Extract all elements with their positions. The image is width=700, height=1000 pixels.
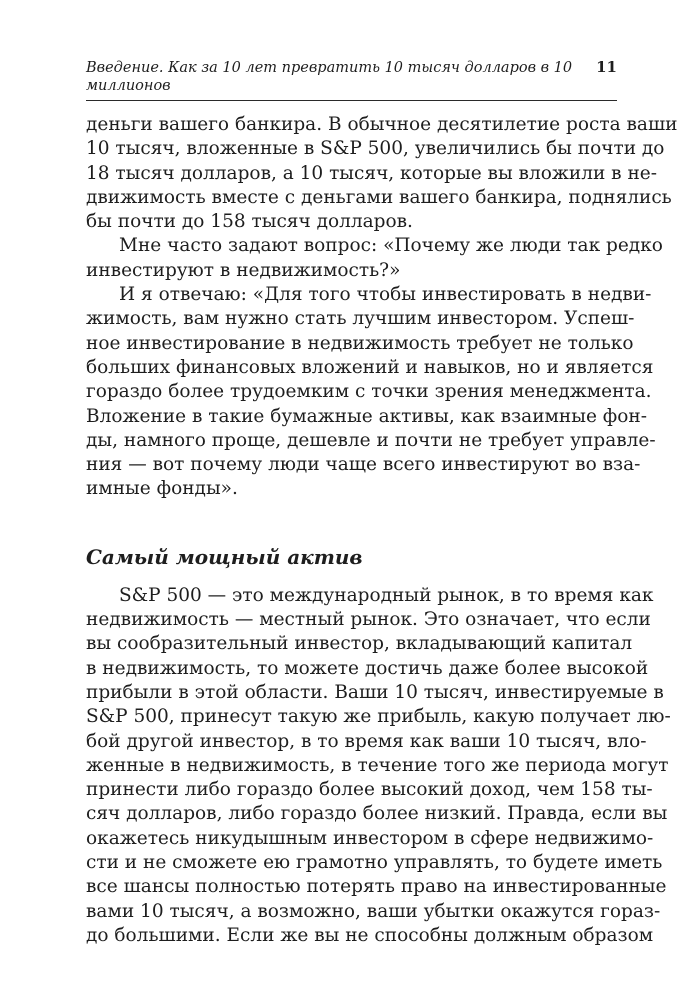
text-line: 10 тысяч, вложенные в S&P 500, увеличились бы почти до bbox=[86, 138, 665, 160]
page-number: 11 bbox=[596, 58, 617, 76]
text-line: сяч долларов, либо гораздо более низкий. Правда, если вы bbox=[86, 803, 668, 825]
text-line: инвестируют в недвижимость?» bbox=[86, 259, 401, 281]
text-line: Мне часто задают вопрос: «Почему же люди так редко bbox=[119, 235, 663, 257]
running-head bbox=[86, 58, 617, 101]
text-line: бой другой инвестор, в то время как ваши 10 тысяч, вло- bbox=[86, 730, 647, 752]
text-line: деньги вашего банкира. В обычное десятилетие роста ваши bbox=[86, 114, 678, 135]
text-line: больших финансовых вложений и навыков, но и является bbox=[86, 356, 654, 378]
text-line: до большими. Если же вы не способны должным образом bbox=[86, 924, 654, 946]
text-line: принести либо гораздо более высокий доход, чем 158 ты- bbox=[86, 779, 653, 801]
text-line: жимость, вам нужно стать лучшим инвестором. Успеш- bbox=[86, 308, 635, 330]
text-line: женные в недвижимость, в течение того же периода могут bbox=[86, 754, 669, 776]
text-line: ное инвестирование в недвижимость требует не только bbox=[86, 332, 634, 354]
text-line: S&P 500, принесут такую же прибыль, какую получает лю- bbox=[86, 706, 671, 728]
text-line: окажетесь никудышным инвестором в сфере недвижимо- bbox=[86, 827, 654, 849]
text-line: ния — вот почему люди чаще всего инвестируют во вза- bbox=[86, 454, 641, 476]
text-line: ды, намного проще, дешевле и почти не требует управле- bbox=[86, 429, 656, 451]
text-line: S&P 500 — это международный рынок, в то время как bbox=[119, 584, 654, 606]
text-line: имные фонды». bbox=[86, 478, 238, 500]
text-line: сти и не сможете ею грамотно управлять, то будете иметь bbox=[86, 852, 663, 874]
running-head-title: Введение. Как за 10 лет превратить 10 тысяч долларов в 10 миллионов bbox=[86, 60, 573, 94]
text-line: вами 10 тысяч, а возможно, ваши убытки окажутся гораз- bbox=[86, 900, 661, 922]
text-line: Вложение в такие бумажные активы, как взаимные фон- bbox=[86, 405, 647, 427]
paragraph-answer bbox=[86, 283, 656, 502]
text-line: движимость вместе с деньгами вашего банкира, поднялись bbox=[86, 186, 672, 208]
text-line: недвижимость — местный рынок. Это означает, что если bbox=[86, 609, 651, 631]
book-page bbox=[86, 58, 678, 948]
text-line: прибыли в этой области. Ваши 10 тысяч, инвестируемые в bbox=[86, 681, 664, 703]
text-line: все шансы полностью потерять право на инвестированные bbox=[86, 876, 667, 898]
paragraph-continuation bbox=[86, 113, 678, 234]
text-line: бы почти до 158 тысяч долларов. bbox=[86, 211, 413, 233]
section-heading: Самый мощный актив bbox=[86, 544, 363, 569]
text-line: вы сообразительный инвестор, вкладывающий капитал bbox=[86, 633, 633, 655]
paragraph-question bbox=[86, 234, 663, 283]
text-line: 18 тысяч долларов, а 10 тысяч, которые вы вложили в не- bbox=[86, 162, 657, 184]
text-line: в недвижимость, то можете достичь даже более высокой bbox=[86, 657, 649, 679]
text-line: гораздо более трудоемким с точки зрения менеджмента. bbox=[86, 381, 652, 403]
paragraph-section-body bbox=[86, 584, 671, 948]
text-line: И я отвечаю: «Для того чтобы инвестировать в недви- bbox=[119, 284, 652, 306]
